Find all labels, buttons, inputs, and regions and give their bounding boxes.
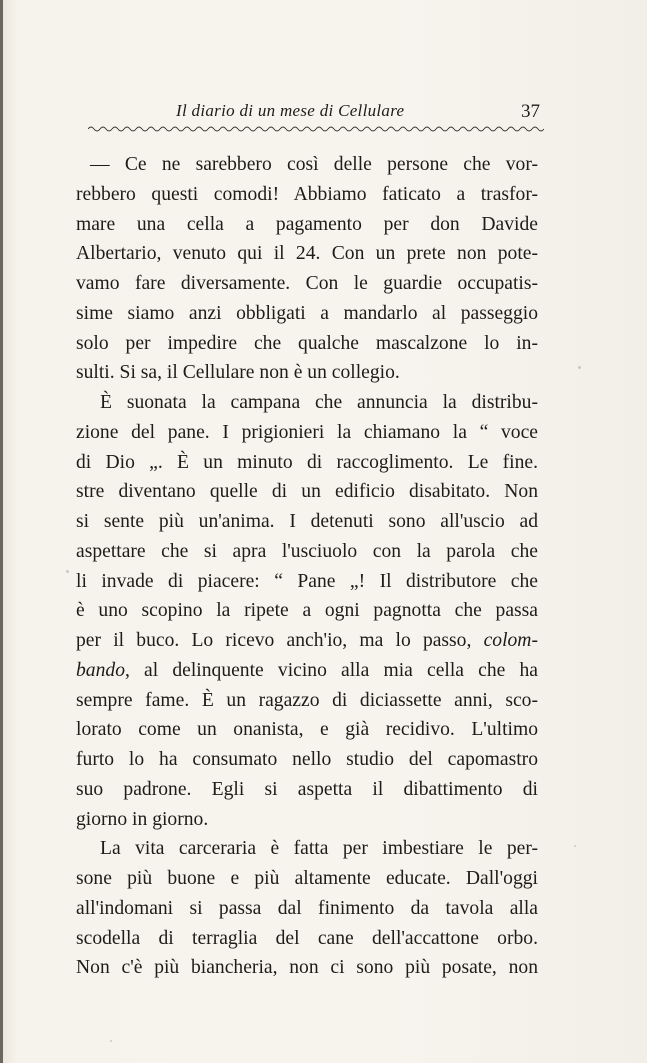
text-line: sone più buone e più altamente educate. Dall'oggi (76, 868, 538, 889)
running-title: Il diario di un mese di Cellulare (176, 101, 405, 120)
page-number: 37 (521, 101, 540, 122)
decorative-wavy-rule (88, 123, 544, 135)
text-line: è uno scopino la ripete a ogni pagnotta che passa (76, 600, 538, 622)
text-line: bando, al delinquente vicino alla mia cella che ha (76, 659, 538, 681)
text-line: scodella di terraglia del cane dell'accattone orbo. (76, 927, 538, 949)
text-line: li invade di piacere: “ Pane „! Il distributore che (76, 570, 538, 592)
text-line: di Dio „. È un minuto di raccoglimento. Le fine. (76, 451, 538, 473)
paper-speck (578, 366, 581, 369)
text-line: zione del pane. I prigionieri la chiamano la “ voce (76, 421, 538, 443)
text-line: si sente più un'anima. I detenuti sono all'uscio ad (76, 511, 538, 532)
text-line: rebbero questi comodi! Abbiamo faticato a trasfor- (76, 183, 538, 205)
paper-speck (574, 845, 576, 847)
page-spine-edge (0, 0, 3, 1063)
body-text (76, 150, 538, 983)
text-line: per il buco. Lo ricevo anch'io, ma lo passo, colom- (76, 630, 538, 651)
text-line: aspettare che si apra l'usciuolo con la parola che (76, 540, 538, 562)
page-header (76, 101, 544, 125)
text-line: — Ce ne sarebbero così delle persone che vor- (90, 154, 538, 175)
text-line: stre diventano quelle di un edificio disabitato. Non (76, 481, 538, 503)
text-line: La vita carceraria è fatta per imbestiare le per- (100, 838, 538, 860)
paper-speck (66, 570, 69, 573)
text-line: mare una cella a pagamento per don Davide (76, 213, 538, 235)
text-line: Albertario, venuto qui il 24. Con un prete non pote- (76, 243, 538, 265)
paper-speck (110, 1040, 112, 1042)
text-line: sempre fame. È un ragazzo di diciassette anni, sco- (76, 689, 538, 711)
text-line: È suonata la campana che annuncia la distribu- (100, 392, 538, 413)
text-line: all'indomani si passa dal finimento da tavola alla (76, 897, 538, 919)
text-line: giorno in giorno. (76, 808, 209, 830)
text-line: sime siamo anzi obbligati a mandarlo al passeggio (76, 302, 538, 324)
text-line: furto lo ha consumato nello studio del capomastro (76, 749, 538, 770)
text-line: Non c'è più biancheria, non ci sono più posate, non (76, 957, 538, 979)
text-line: solo per impedire che qualche mascalzone lo in- (76, 332, 538, 354)
text-line: suo padrone. Egli si aspetta il dibattimento di (76, 778, 538, 800)
text-line: lorato come un onanista, e già recidivo. L'ultimo (76, 719, 538, 741)
text-line: vamo fare diversamente. Con le guardie occupatis- (76, 273, 538, 294)
text-line: sulti. Si sa, il Cellulare non è un collegio. (76, 362, 400, 384)
